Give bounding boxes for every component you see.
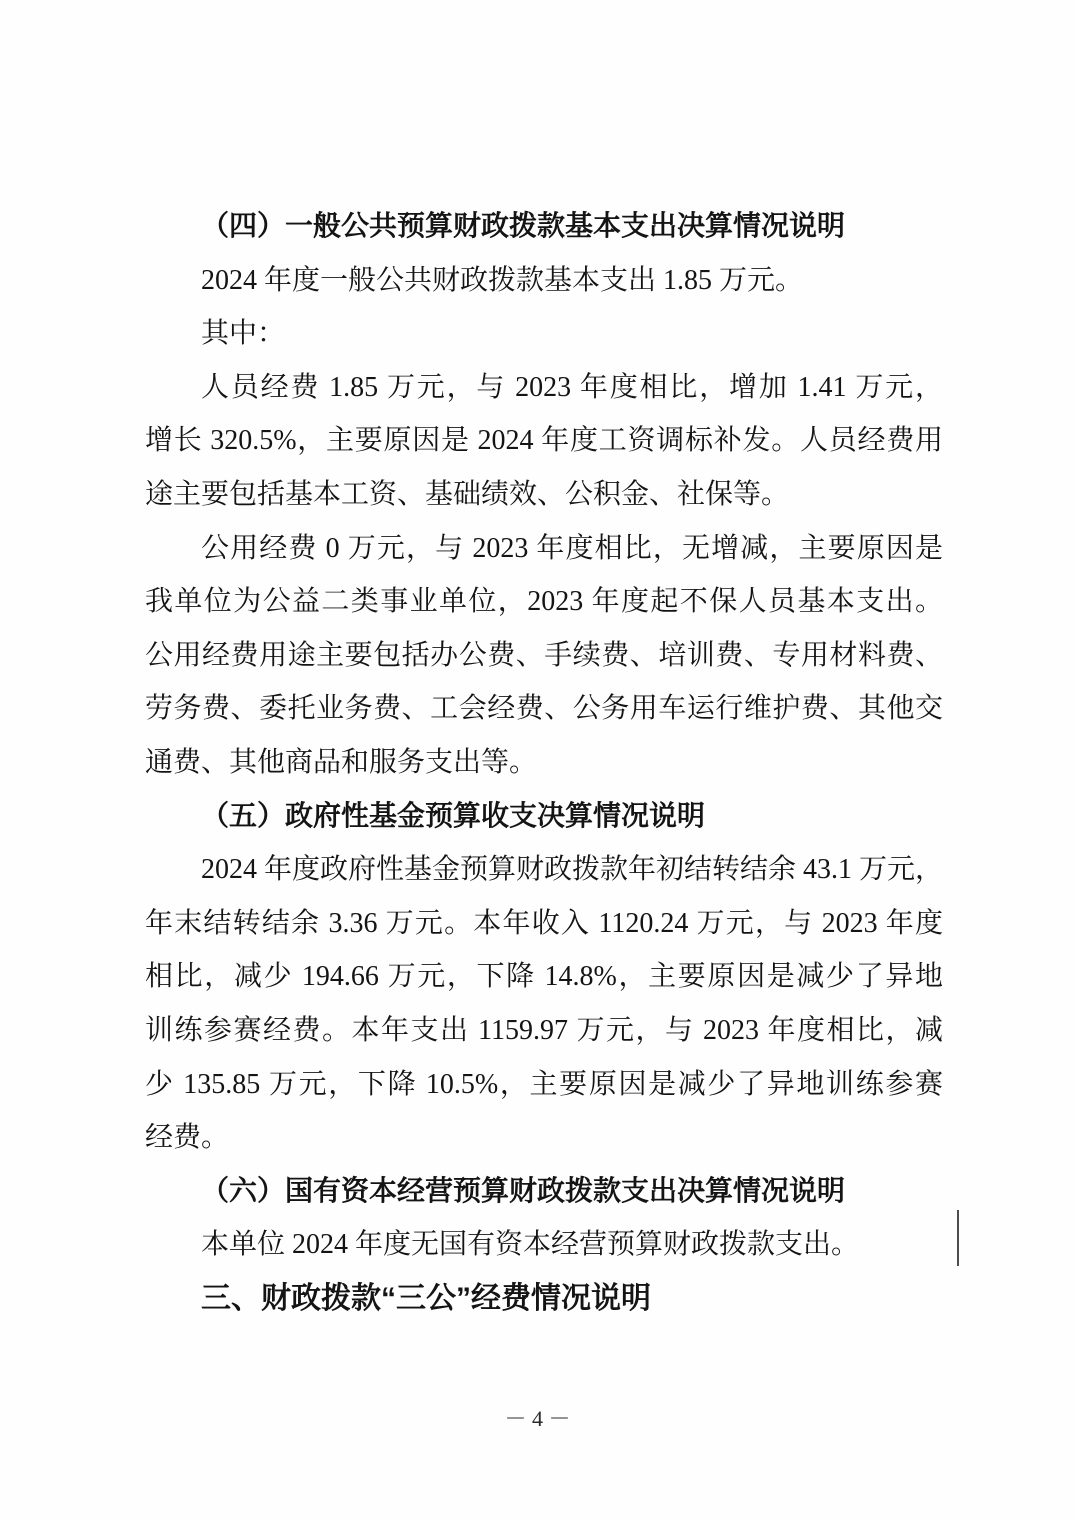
text-line: 2024 年度一般公共财政拨款基本支出 1.85 万元。: [201, 264, 804, 296]
text-line: 相比，减少 194.66 万元，下降 14.8%，主要原因是减少了异地: [145, 961, 943, 993]
text-line: 经费。: [145, 1122, 230, 1154]
text-line: 我单位为公益二类事业单位，2023 年度起不保人员基本支出。: [145, 586, 943, 618]
vertical-line-artifact: [957, 1210, 959, 1266]
document-body: [145, 200, 943, 1325]
text-line: 训练参赛经费。本年支出 1159.97 万元，与 2023 年度相比，减: [145, 1014, 943, 1046]
section-heading: （四）一般公共预算财政拨款基本支出决算情况说明: [201, 211, 846, 242]
text-line: 公用经费用途主要包括办公费、手续费、培训费、专用材料费、: [145, 639, 943, 671]
text-line: 劳务费、委托业务费、工会经费、公务用车运行维护费、其他交: [145, 693, 943, 725]
text-line: 公用经费 0 万元，与 2023 年度相比，无增减，主要原因是: [201, 532, 943, 564]
text-line: 2024 年度政府性基金预算财政拨款年初结转结余 43.1 万元，: [201, 854, 944, 886]
text-line: 增长 320.5%，主要原因是 2024 年度工资调标补发。人员经费用: [145, 425, 943, 457]
text-line: 本单位 2024 年度无国有资本经营预算财政拨款支出。: [201, 1229, 860, 1261]
chapter-heading: 三、财政拨款“三公”经费情况说明: [201, 1281, 651, 1315]
text-line: 途主要包括基本工资、基础绩效、公积金、社保等。: [145, 478, 790, 510]
text-line: 年末结转结余 3.36 万元。本年收入 1120.24 万元，与 2023 年度: [145, 907, 943, 939]
section-heading: （五）政府性基金预算收支决算情况说明: [201, 800, 706, 832]
text-line: 其中：: [201, 318, 286, 350]
text-line: 通费、其他商品和服务支出等。: [145, 746, 538, 778]
text-line: 少 135.85 万元，下降 10.5%，主要原因是减少了异地训练参赛: [145, 1068, 943, 1100]
section-heading: （六）国有资本经营预算财政拨款支出决算情况说明: [201, 1175, 846, 1207]
page-number: － 4 －: [504, 1406, 571, 1431]
text-line: 人员经费 1.85 万元，与 2023 年度相比，增加 1.41 万元，: [201, 371, 943, 403]
